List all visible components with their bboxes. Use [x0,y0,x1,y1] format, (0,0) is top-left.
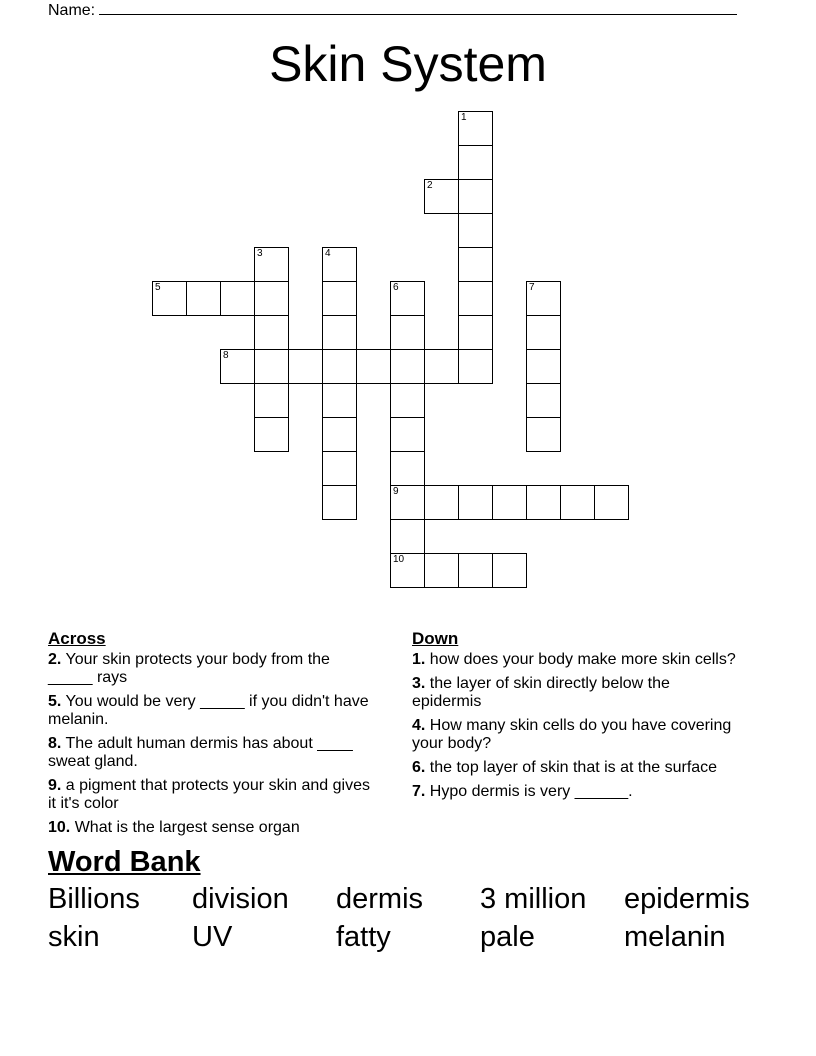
crossword-cell[interactable] [390,281,425,316]
clue-text: You would be very _____ if you didn't have melanin. [48,693,369,728]
crossword-cell[interactable] [390,315,425,350]
clue-text: What is the largest sense organ [74,819,300,836]
crossword-cell[interactable] [560,485,595,520]
cell-number: 1 [461,112,467,123]
across-clue [48,777,378,813]
clue-number: 7. [412,783,426,800]
cell-number: 3 [257,248,263,259]
crossword-cell[interactable] [254,417,289,452]
crossword-cell[interactable] [492,553,527,588]
name-label: Name: [48,2,96,19]
crossword-cell[interactable] [390,349,425,384]
crossword-cell[interactable] [220,349,255,384]
crossword-cell[interactable] [526,485,561,520]
clue-number: 3. [412,675,426,692]
crossword-cell[interactable] [458,247,493,282]
down-heading: Down [412,629,459,648]
clue-number: 6. [412,759,426,776]
cell-number: 10 [393,554,405,565]
page-title: Skin System [269,36,547,92]
crossword-cell[interactable] [458,553,493,588]
word-bank [48,882,788,954]
down-clue [412,783,742,801]
clue-number: 9. [48,777,62,794]
cell-number: 2 [427,180,433,191]
clue-text: Your skin protects your body from the _____ rays [48,651,330,686]
down-clues [412,629,742,807]
crossword-cell[interactable] [492,485,527,520]
clue-number: 5. [48,693,62,710]
crossword-cell[interactable] [458,315,493,350]
crossword-cell[interactable] [526,383,561,418]
crossword-cell[interactable] [594,485,629,520]
crossword-cell[interactable] [390,383,425,418]
crossword-cell[interactable] [254,349,289,384]
clue-text: the layer of skin directly below the epidermis [412,675,670,710]
crossword-cell[interactable] [458,111,493,146]
crossword-cell[interactable] [322,315,357,350]
crossword-cell[interactable] [390,485,425,520]
word-bank-item: Billions [48,883,140,915]
crossword-cell[interactable] [458,281,493,316]
word-bank-item: dermis [336,883,424,915]
crossword-cell[interactable] [254,315,289,350]
word-bank-item: 3 million [480,883,587,915]
crossword-cell[interactable] [424,485,459,520]
crossword-cell[interactable] [254,247,289,282]
crossword-cell[interactable] [390,553,425,588]
crossword-cell[interactable] [424,553,459,588]
crossword-cell[interactable] [526,417,561,452]
cell-number: 9 [393,486,399,497]
cell-number: 4 [325,248,331,259]
crossword-cell[interactable] [526,281,561,316]
clue-text: How many skin cells do you have covering your body? [412,717,732,752]
down-clue [412,651,742,669]
across-clue [48,819,378,837]
crossword-cell[interactable] [458,485,493,520]
cell-number: 7 [529,282,535,293]
crossword-cell[interactable] [356,349,391,384]
across-heading: Across [48,629,106,648]
crossword-cell[interactable] [424,349,459,384]
word-bank-item: UV [192,921,233,953]
clue-text: Hypo dermis is very ______. [429,783,633,800]
crossword-cell[interactable] [322,383,357,418]
across-clues [48,629,378,843]
crossword-cell[interactable] [322,349,357,384]
crossword-cell[interactable] [322,281,357,316]
word-bank-title: Word Bank [48,846,201,878]
clue-number: 2. [48,651,62,668]
word-bank-item: skin [48,921,100,953]
crossword-cell[interactable] [390,417,425,452]
crossword-cell[interactable] [526,315,561,350]
clue-text: a pigment that protects your skin and gives it it's color [48,777,370,812]
crossword-cell[interactable] [390,519,425,554]
crossword-cell[interactable] [458,349,493,384]
word-bank-item: division [192,883,289,915]
clue-text: the top layer of skin that is at the surface [429,759,718,776]
down-clue [412,717,742,753]
clue-number: 4. [412,717,426,734]
word-bank-item: epidermis [624,883,750,915]
crossword-cell[interactable] [322,485,357,520]
down-clue [412,675,742,711]
word-bank-item: melanin [624,921,726,953]
clue-number: 10. [48,819,71,836]
cell-number: 5 [155,282,161,293]
crossword-cell[interactable] [424,179,459,214]
crossword-cell[interactable] [390,451,425,486]
crossword-cell[interactable] [322,247,357,282]
down-clue [412,759,742,777]
crossword-cell[interactable] [186,281,221,316]
crossword-cell[interactable] [220,281,255,316]
crossword-cell[interactable] [288,349,323,384]
crossword-cell[interactable] [526,349,561,384]
word-bank-item: fatty [336,921,391,953]
clue-text: how does your body make more skin cells? [429,651,736,668]
clue-number: 8. [48,735,62,752]
word-bank-item: pale [480,921,535,953]
cell-number: 8 [223,350,229,361]
crossword-cell[interactable] [458,179,493,214]
across-clue [48,651,378,687]
cell-number: 6 [393,282,399,293]
crossword-cell[interactable] [322,417,357,452]
clue-text: The adult human dermis has about ____ sweat gland. [48,735,353,770]
crossword-cell[interactable] [254,383,289,418]
crossword-cell[interactable] [458,213,493,248]
clue-number: 1. [412,651,426,668]
crossword-cell[interactable] [254,281,289,316]
across-clue [48,693,378,729]
crossword-cell[interactable] [322,451,357,486]
across-clue [48,735,378,771]
crossword-cell[interactable] [152,281,187,316]
crossword-cell[interactable] [458,145,493,180]
